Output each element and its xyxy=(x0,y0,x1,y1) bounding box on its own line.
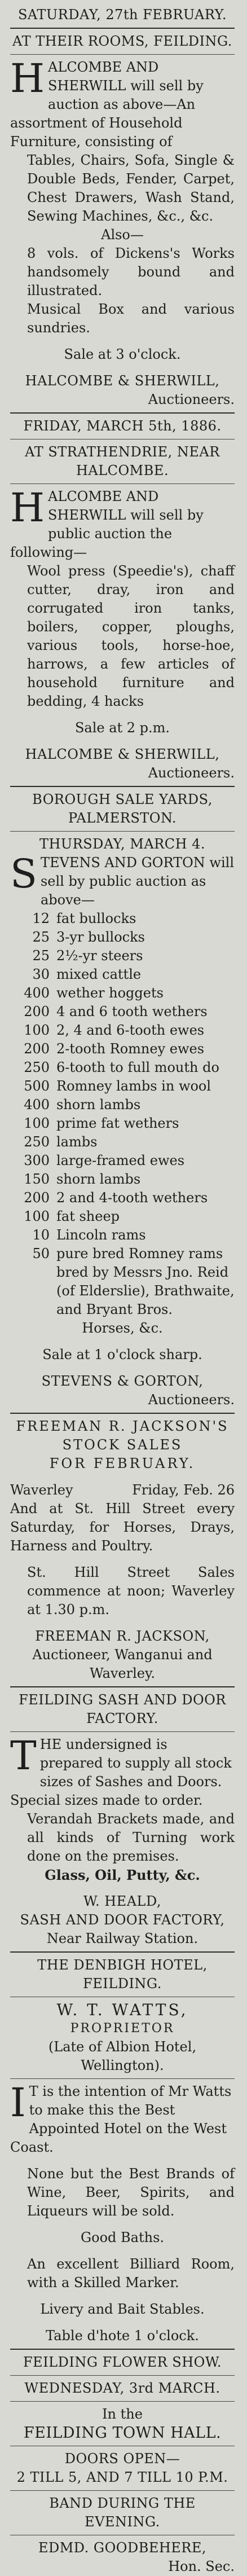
drop-capital: T xyxy=(10,1733,37,1779)
drop-capital: S xyxy=(10,851,37,897)
lot-quantity: 250 xyxy=(24,1060,50,1075)
denbigh-hotel-ad xyxy=(10,1956,235,2345)
ad-band: BAND DURING THE EVENING. xyxy=(49,2495,196,2530)
ad-intro: TEVENS AND GORTON will sell by public auction as above— xyxy=(40,855,234,908)
stock-lot-row xyxy=(10,1207,235,1226)
divider xyxy=(10,2401,235,2402)
ad-date: FRIDAY, MARCH 5th, 1886. xyxy=(23,418,222,434)
stock-lot-row xyxy=(10,1021,235,1040)
business-name: SASH AND DOOR FACTORY, xyxy=(20,1912,225,1928)
lot-description: prime fat wethers xyxy=(56,1115,179,1131)
sale-time: Sale at 2 p.m. xyxy=(74,720,170,736)
divider xyxy=(10,831,235,832)
stock-lot-row xyxy=(10,965,235,984)
divider xyxy=(10,1951,235,1953)
lot-quantity: 30 xyxy=(32,966,50,982)
lot-quantity: 25 xyxy=(32,929,50,945)
auctioneer-name: STEVENS & GORTON, xyxy=(41,1373,204,1389)
ad-subtitle: STOCK SALES xyxy=(62,1437,183,1453)
ad-verandah: Verandah Brackets made, and all kinds of Turning work done on the premises. xyxy=(27,1811,235,1864)
stock-lot-row xyxy=(10,1003,235,1021)
ad-intro: T is the intention of Mr Watts to make this the Best Appointed Hotel on the West Coast. xyxy=(10,2083,232,2155)
sash-door-factory-ad xyxy=(10,1691,235,1948)
lot-description: 2 and 4-tooth wethers xyxy=(56,1190,208,1206)
stock-lot-row xyxy=(10,984,235,1003)
auctioneer-role: Auctioneers. xyxy=(148,392,235,407)
ad-date: SATURDAY, 27th FEBRUARY. xyxy=(17,7,227,23)
divider xyxy=(10,2078,235,2079)
lot-description: 3-yr bullocks xyxy=(56,929,145,945)
lot-description: fat sheep xyxy=(56,1208,120,1224)
auction-ad-strathendrie xyxy=(10,417,235,783)
stock-sales-ad-jackson xyxy=(10,1417,235,1683)
ad-date: THURSDAY, MARCH 4. xyxy=(39,836,206,852)
stock-lot-row xyxy=(10,1151,235,1170)
sale-time: Sale at 3 o'clock. xyxy=(64,346,181,362)
ad-livery: Livery and Bait Stables. xyxy=(40,2301,205,2317)
ad-glass: Glass, Oil, Putty, &c. xyxy=(45,1867,200,1883)
stock-lot-row xyxy=(10,1245,235,1319)
ad-also: Also— xyxy=(101,227,144,243)
proprietor-label: PROPRIETOR xyxy=(70,2021,175,2036)
secretary-role: Hon. Sec. xyxy=(168,2559,235,2574)
business-location: Near Railway Station. xyxy=(46,1931,199,1946)
lot-quantity: 100 xyxy=(24,1208,50,1224)
auctioneer-name: HALCOMBE & SHERWILL, xyxy=(25,373,220,389)
lot-description: 2, 4 and 6-tooth ewes xyxy=(56,1022,205,1038)
lot-description: 6-tooth to full mouth do xyxy=(56,1060,219,1075)
auction-ad-palmerston xyxy=(10,790,235,1409)
sale-place: Waverley xyxy=(10,1482,73,1498)
auctioneer-role: Auctioneer, Wanganui and Waverley. xyxy=(32,1647,213,1681)
divider xyxy=(10,1413,235,1414)
drop-capital: H xyxy=(10,55,45,102)
lot-description: large-framed ewes xyxy=(56,1153,185,1168)
flower-show-ad xyxy=(10,2353,235,2576)
auctioneer-name: HALCOMBE & SHERWILL, xyxy=(25,746,220,762)
lot-description: lambs xyxy=(56,1134,98,1150)
stock-lot-row xyxy=(10,1040,235,1058)
ad-notice: St. Hill Street Sales commence at noon; Waverley at 1.30 p.m. xyxy=(27,1564,235,1617)
lot-quantity: 300 xyxy=(24,1153,50,1168)
lot-quantity: 400 xyxy=(24,985,50,1001)
ad-title: FEILDING SASH AND DOOR FACTORY. xyxy=(19,1692,226,1726)
lot-quantity: 150 xyxy=(24,1171,50,1187)
ad-title: THE DENBIGH HOTEL, xyxy=(37,1957,208,1973)
ad-in: In the xyxy=(102,2406,143,2422)
lot-description: pure bred Romney rams bred by Messrs Jno. Reid (of Elderslie), Brathwaite, and Bryant Bros. xyxy=(56,1246,235,1317)
proprietor-name: W. T. WATTS, xyxy=(56,2001,188,2019)
ad-horses: Horses, &c. xyxy=(82,1320,163,1336)
ad-place: AT STRATHENDRIE, NEAR HALCOMBE. xyxy=(25,444,220,478)
sale-date: Friday, Feb. 26 xyxy=(132,1482,235,1498)
ad-items: Tables, Chairs, Sofa, Single & Double Beds, Fender, Carpet, Chest Drawers, Wash Stand, Sewing Machines, &c., &c. xyxy=(27,152,235,224)
ad-items: Wool press (Speedie's), chaff cutter, dray, iron and corrugated iron tanks, boilers, copper, ploughs, various tools, horse-hoe, harrows, a few articles of household furniture and bedding, 4 hacks xyxy=(27,563,235,709)
ad-intro: ALCOMBE AND SHERWILL will sell by auction as above—An assortment of Household Furniture, consisting of xyxy=(10,59,204,150)
divider xyxy=(10,2375,235,2376)
stock-lot-row xyxy=(10,1058,235,1077)
divider xyxy=(10,54,235,55)
divider xyxy=(10,2349,235,2350)
sale-time: Sale at 1 o'clock sharp. xyxy=(42,1347,202,1362)
ad-intro: ALCOMBE AND SHERWILL will sell by public auction the following— xyxy=(10,489,204,560)
lot-description: shorn lambs xyxy=(56,1097,141,1113)
ad-table: Table d'hote 1 o'clock. xyxy=(46,2328,199,2344)
lot-quantity: 400 xyxy=(24,1097,50,1113)
lot-quantity: 50 xyxy=(32,1246,50,1261)
ad-month: FOR FEBRUARY. xyxy=(49,1456,196,1471)
stock-lot-row xyxy=(10,1114,235,1133)
ad-books: 8 vols. of Dickens's Works handsomely bound and illustrated. xyxy=(27,245,235,298)
divider xyxy=(10,2490,235,2491)
stock-lot-row xyxy=(10,909,235,928)
divider xyxy=(10,786,235,787)
ad-billiard: An excellent Billiard Room, with a Skilled Marker. xyxy=(27,2256,235,2291)
lot-description: wether hoggets xyxy=(56,985,164,1001)
lot-description: shorn lambs xyxy=(56,1171,141,1187)
auction-ad-feilding-rooms xyxy=(10,6,235,409)
ad-intro: HE undersigned is prepared to supply all stock sizes of Sashes and Doors. Special sizes made to order. xyxy=(10,1737,232,1808)
ad-place: AT THEIR ROOMS, FEILDING. xyxy=(12,33,232,49)
ad-musical: Musical Box and various sundries. xyxy=(27,301,235,336)
secretary-name: EDMD. GOODBEHERE, xyxy=(38,2540,207,2556)
lot-quantity: 10 xyxy=(32,1227,50,1243)
lot-description: fat bullocks xyxy=(56,911,136,926)
lot-quantity: 500 xyxy=(24,1078,50,1094)
divider xyxy=(10,1731,235,1732)
ad-doors: DOORS OPEN— xyxy=(64,2451,180,2467)
lot-quantity: 250 xyxy=(24,1134,50,1150)
stock-lot-row xyxy=(10,1226,235,1245)
lot-description: Romney lambs in wool xyxy=(56,1078,211,1094)
auctioneer-role: Auctioneers. xyxy=(148,1392,235,1408)
proprietor-former: (Late of Albion Hotel, Wellington). xyxy=(48,2039,197,2073)
stock-lot-row xyxy=(10,1096,235,1114)
ad-title: FREEMAN R. JACKSON'S xyxy=(16,1418,229,1434)
stock-lot-row xyxy=(10,928,235,947)
stock-lot-row xyxy=(10,1133,235,1151)
ad-town: FEILDING. xyxy=(83,1976,162,1992)
lot-quantity: 200 xyxy=(24,1004,50,1019)
lot-quantity: 200 xyxy=(24,1041,50,1057)
ad-times: 2 TILL 5, AND 7 TILL 10 P.M. xyxy=(16,2469,228,2485)
lot-quantity: 25 xyxy=(32,948,50,964)
lot-description: 2-tooth Romney ewes xyxy=(56,1041,205,1057)
auctioneer-name: FREEMAN R. JACKSON, xyxy=(35,1628,210,1644)
lot-quantity: 100 xyxy=(24,1022,50,1038)
divider xyxy=(10,483,235,484)
ad-title: BOROUGH SALE YARDS, PALMERSTON. xyxy=(32,792,213,826)
stock-lot-row xyxy=(10,1189,235,1207)
lot-description: Lincoln rams xyxy=(56,1227,146,1243)
lot-description: 2½-yr steers xyxy=(56,948,143,964)
lot-quantity: 200 xyxy=(24,1190,50,1206)
lot-quantity: 12 xyxy=(32,911,50,926)
lot-description: 4 and 6 tooth wethers xyxy=(56,1004,208,1019)
ad-brands: None but the Best Brands of Wine, Beer, Spirits, and Liqueurs will be sold. xyxy=(27,2166,235,2219)
ad-baths: Good Baths. xyxy=(80,2230,165,2245)
ad-body: And at St. Hill Street every Saturday, for Horses, Drays, Harness and Poultry. xyxy=(10,1501,235,1554)
divider xyxy=(10,412,235,414)
ad-hall: FEILDING TOWN HALL. xyxy=(23,2424,222,2442)
lot-description: mixed cattle xyxy=(56,966,142,982)
stock-lot-row xyxy=(10,947,235,965)
drop-capital: I xyxy=(10,2080,26,2126)
drop-capital: H xyxy=(10,485,45,531)
stock-lot-row xyxy=(10,1077,235,1096)
ad-date: WEDNESDAY, 3rd MARCH. xyxy=(24,2380,220,2396)
lot-quantity: 100 xyxy=(24,1115,50,1131)
auctioneer-role: Auctioneers. xyxy=(148,765,235,781)
ad-title: FEILDING FLOWER SHOW. xyxy=(23,2354,222,2370)
divider xyxy=(10,28,235,29)
stock-lot-list xyxy=(10,909,235,1319)
proprietor-name: W. HEALD, xyxy=(83,1893,161,1909)
stock-lot-row xyxy=(10,1170,235,1189)
divider xyxy=(10,1686,235,1687)
